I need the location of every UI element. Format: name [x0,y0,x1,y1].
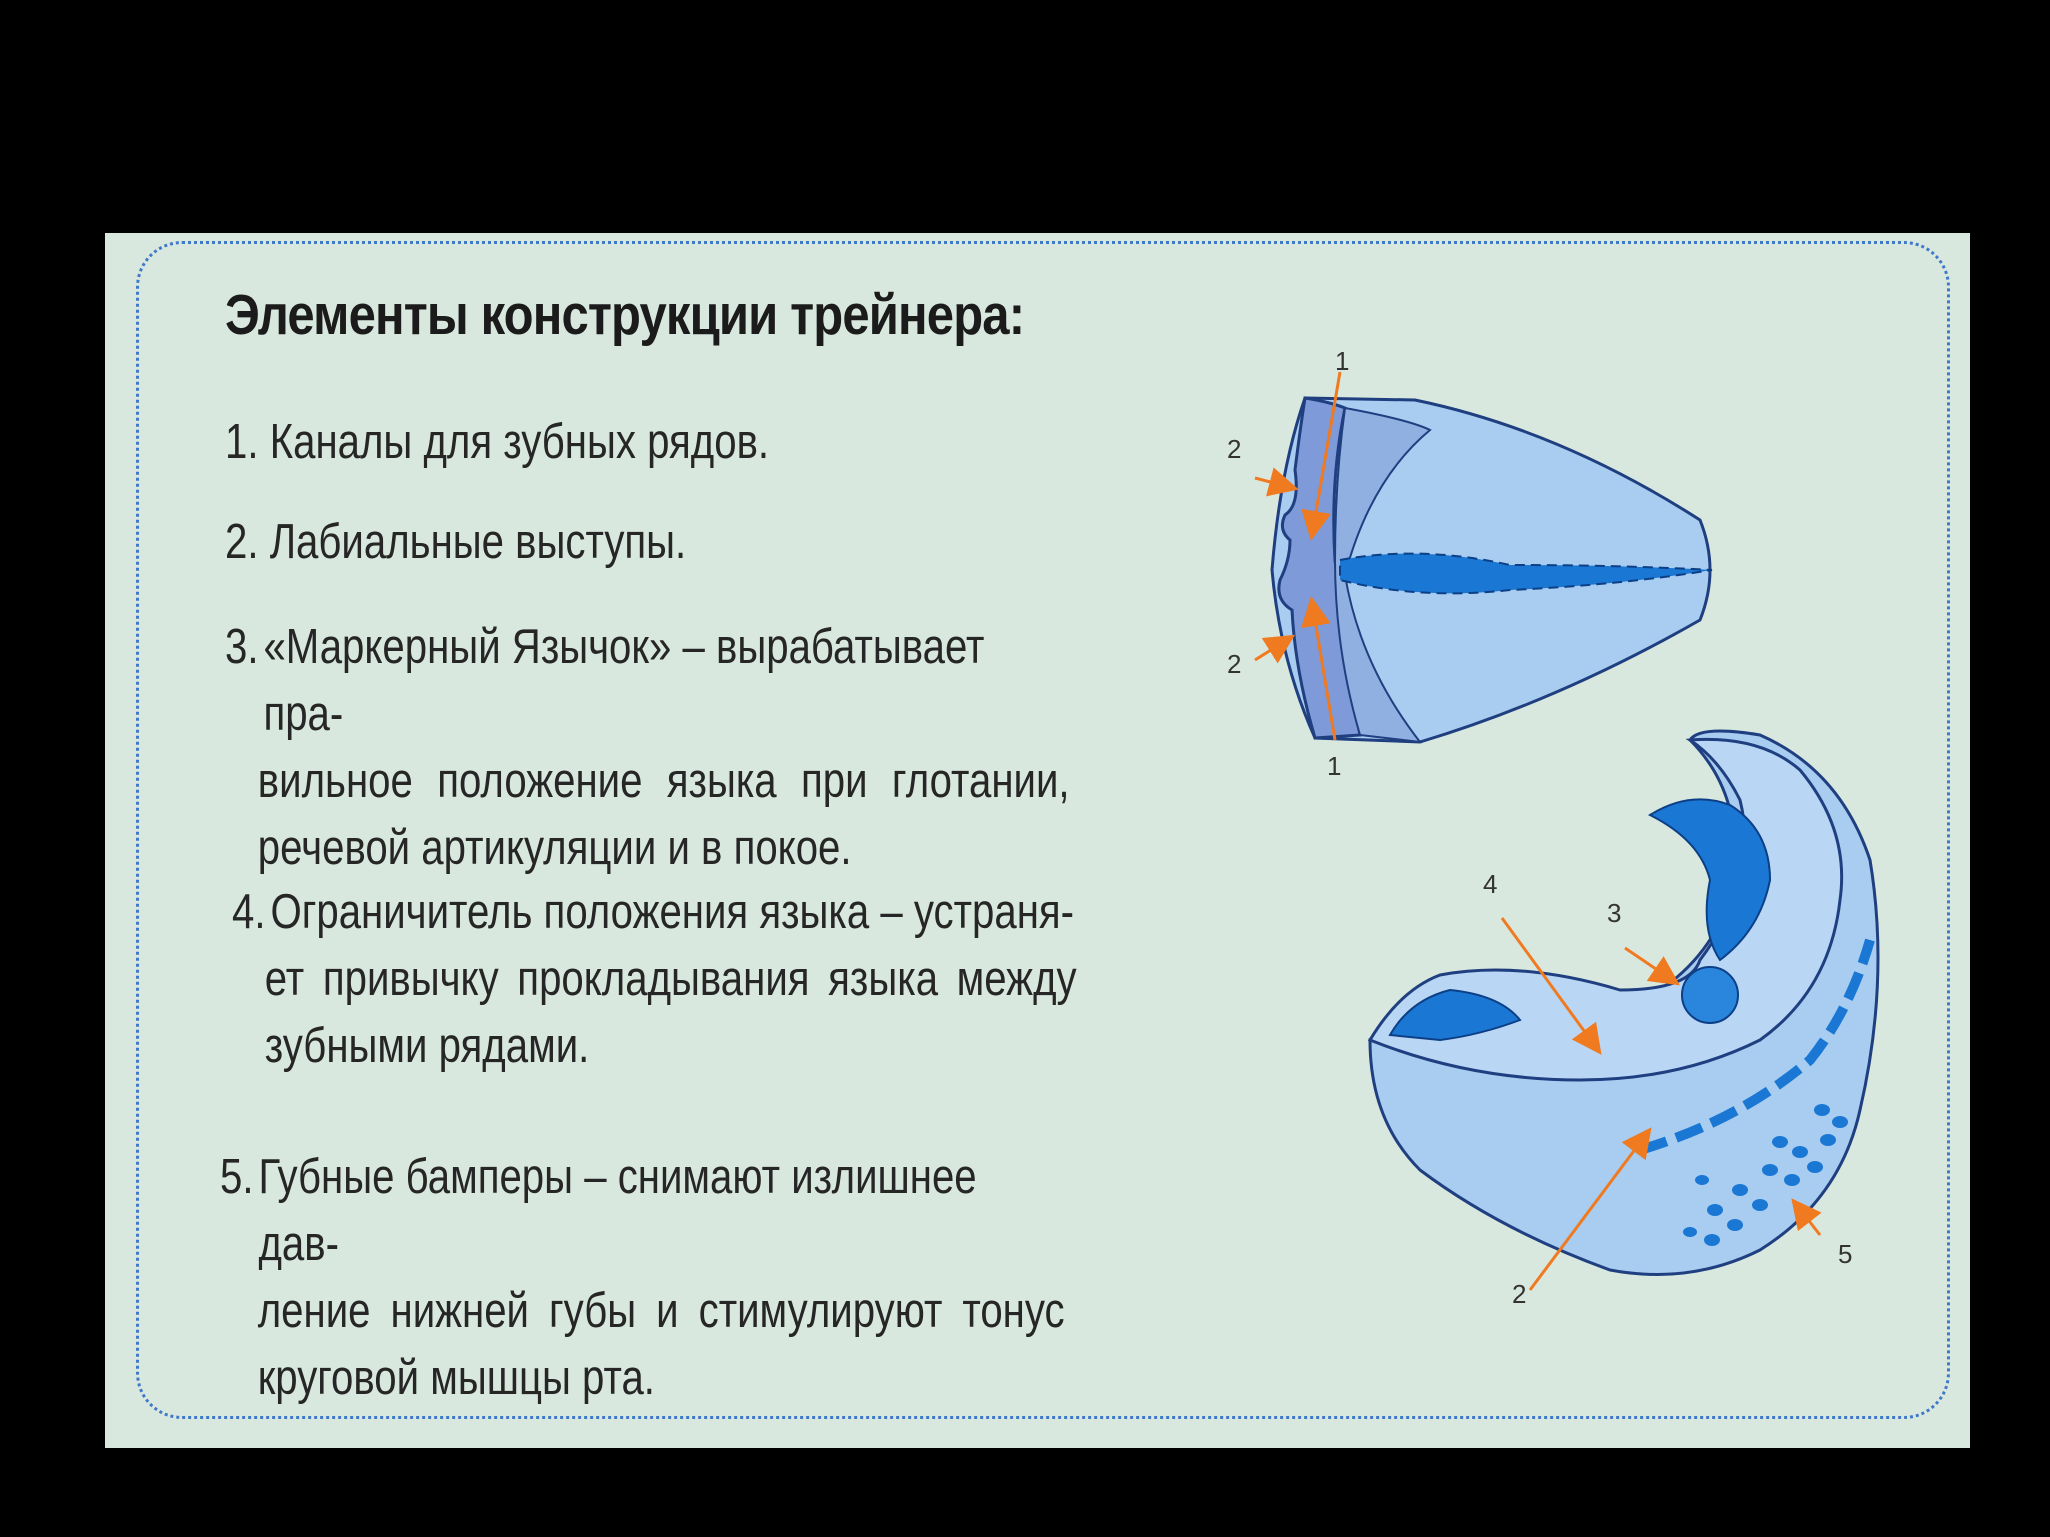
label-top-2-upper: 2 [1227,434,1242,464]
item-text: «Маркерный Язычок» – вырабатывает пра- [263,620,985,741]
item-number: 2. [225,515,259,569]
item-text-line: зубными рядами. [264,1019,590,1073]
item-number: 1. [225,415,259,469]
label-bottom-3: 3 [1607,898,1622,928]
item-number: 5. [220,1150,254,1204]
item-text: Лабиальные выступы. [269,515,687,569]
item-text: Ограничитель положения языка – устраня- [270,885,1075,939]
item-text-line: вильное положение языка при глотании, [257,754,1070,808]
item-text-line: речевой артикуляции и в покое. [257,821,852,875]
label-bottom-4: 4 [1483,869,1498,899]
item-number: 4. [232,885,266,939]
item-number: 3. [225,620,259,674]
item-text: Губные бамперы – снимают излишнее дав- [258,1150,977,1271]
label-top-1-upper: 1 [1335,346,1350,376]
item-text-line: круговой мышцы рта. [257,1351,655,1405]
item-text-line: ет привычку прокладывания языка между [264,952,1077,1006]
marker-tongue [1682,967,1738,1023]
trainer-perspective-view [1370,731,1878,1275]
label-top-2-lower: 2 [1227,649,1242,679]
label-bottom-5: 5 [1838,1239,1853,1269]
trainer-side-view [1272,398,1712,742]
label-bottom-2: 2 [1512,1279,1527,1309]
heading: Элементы конструкции трейнера: [225,283,1025,347]
item-text-line: ление нижней губы и стимулируют тонус [257,1284,1065,1338]
item-text: Каналы для зубных рядов. [269,415,770,469]
label-top-1-lower: 1 [1327,751,1342,781]
